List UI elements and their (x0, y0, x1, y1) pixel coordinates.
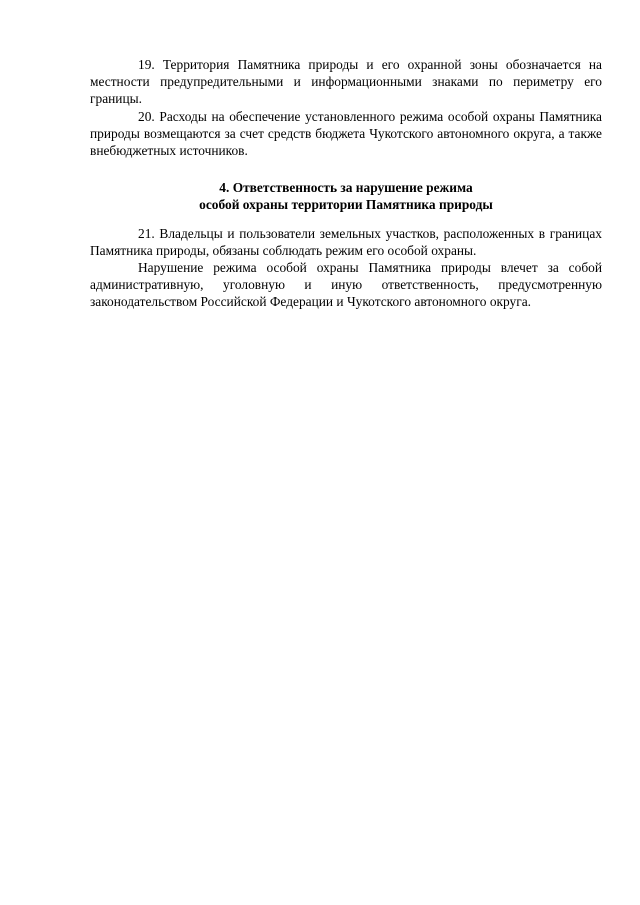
section-heading (90, 179, 602, 213)
document-page (90, 56, 602, 311)
paragraph-21: 21. Владельцы и пользователи земельных участков, расположенных в границах Памятника природы, обязаны соблюдать режим его особой охраны. (90, 225, 602, 258)
section-heading-line-1: 4. Ответственность за нарушение режима (219, 180, 473, 196)
paragraph-20: 20. Расходы на обеспечение установленного режима особой охраны Памятника природы возмещаются за счет средств бюджета Чукотского автономного округа, а также внебюджетных источников. (90, 108, 602, 159)
paragraph-liability: Нарушение режима особой охраны Памятника природы влечет за собой административную, уголовную и иную ответственность, предусмотренную законодательством Российской Федерации и Чукотского автономного округа. (90, 260, 602, 310)
section-heading-line-2: особой охраны территории Памятника природы (199, 197, 493, 213)
paragraph-19: 19. Территория Памятника природы и его охранной зоны обозначается на местности предупредительными и информационными знаками по периметру его границы. (90, 57, 602, 107)
